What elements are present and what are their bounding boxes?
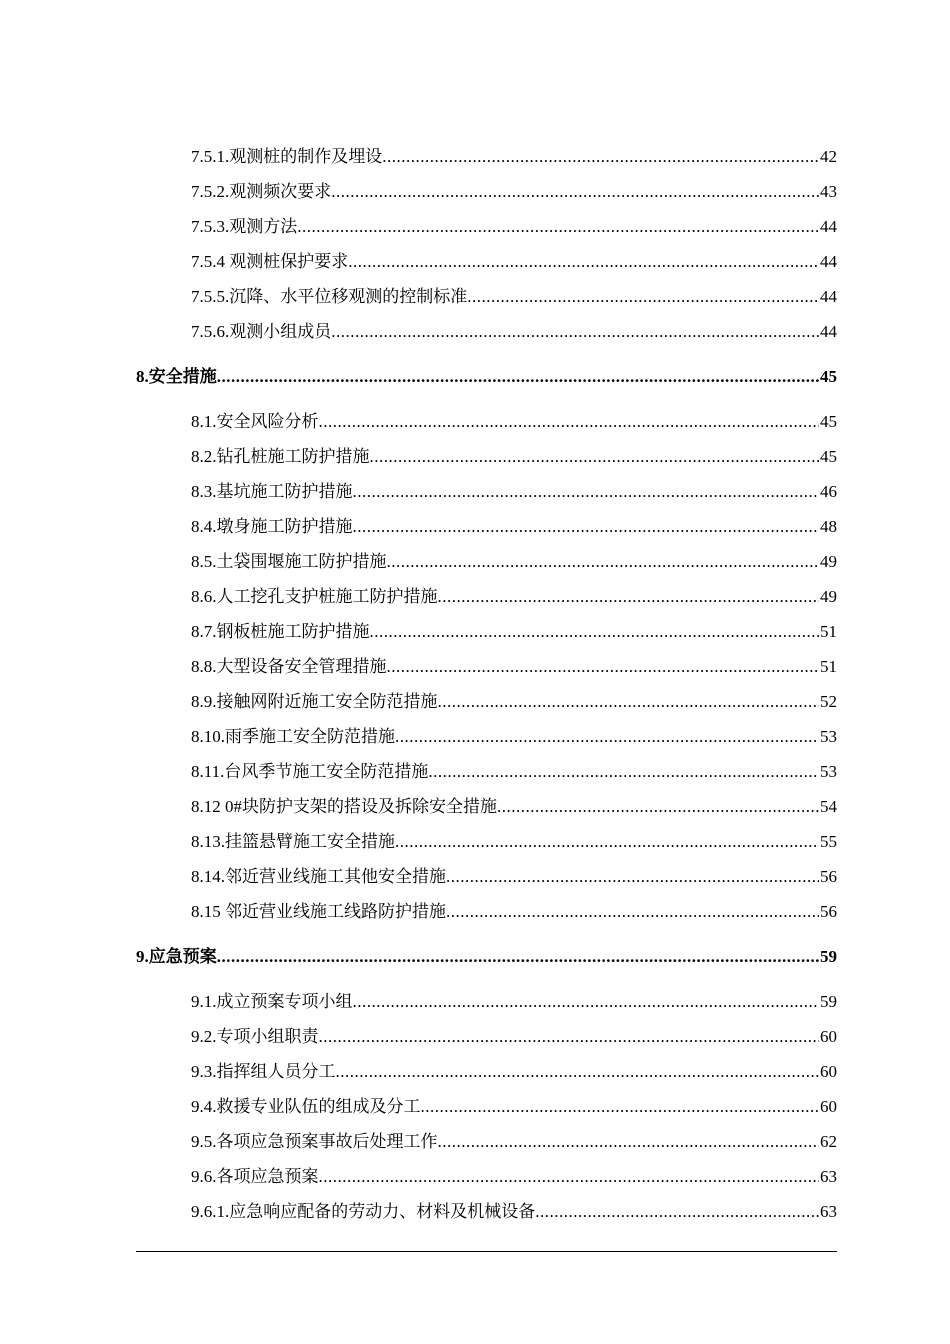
toc-entry-title: 9.应急预案 — [136, 947, 217, 966]
toc-page-number: 44 — [820, 287, 837, 306]
toc-entry-title: 8.6.人工挖孔支护桩施工防护措施 — [191, 587, 438, 606]
toc-leader-dots — [382, 145, 819, 169]
toc-page-number: 46 — [820, 482, 837, 501]
toc-leader-dots — [497, 795, 819, 819]
toc-section-entry[interactable] — [191, 990, 837, 1014]
toc-section-entry[interactable] — [191, 1165, 837, 1189]
toc-section-entry[interactable] — [191, 1200, 837, 1224]
toc-page-number: 45 — [820, 412, 837, 431]
toc-page-number: 49 — [820, 552, 837, 571]
toc-entry-title: 9.6.各项应急预案 — [191, 1167, 319, 1186]
toc-section-entry[interactable] — [191, 215, 837, 239]
toc-leader-dots — [336, 1060, 820, 1084]
toc-leader-dots — [319, 1025, 820, 1049]
toc-section-entry[interactable] — [191, 480, 837, 504]
toc-section-entry[interactable] — [191, 690, 837, 714]
toc-section-entry[interactable] — [191, 795, 837, 819]
toc-page-number: 60 — [820, 1097, 837, 1116]
toc-chapter-entry[interactable] — [136, 945, 837, 969]
toc-page-number: 51 — [820, 622, 837, 641]
toc-page-number: 45 — [820, 367, 837, 386]
toc-page-number: 59 — [820, 992, 837, 1011]
toc-entry-title: 7.5.3.观测方法 — [191, 217, 298, 236]
toc-entry-title: 8.12 0#块防护支架的搭设及拆除安全措施 — [191, 797, 497, 816]
toc-entry-title: 8.1.安全风险分析 — [191, 412, 319, 431]
toc-leader-dots — [446, 865, 819, 889]
toc-page-number: 52 — [820, 692, 837, 711]
toc-page-number: 48 — [820, 517, 837, 536]
toc-leader-dots — [331, 320, 819, 344]
toc-section-entry[interactable] — [191, 1130, 837, 1154]
toc-leader-dots — [387, 550, 820, 574]
toc-page-number: 56 — [820, 867, 837, 886]
toc-entry-title: 8.2.钻孔桩施工防护措施 — [191, 447, 370, 466]
toc-section-entry[interactable] — [191, 1025, 837, 1049]
toc-page-number: 53 — [820, 762, 837, 781]
toc-leader-dots — [535, 1200, 819, 1224]
toc-section-entry[interactable] — [191, 900, 837, 924]
toc-leader-dots — [348, 250, 819, 274]
toc-page-number: 43 — [820, 182, 837, 201]
toc-entry-title: 8.8.大型设备安全管理措施 — [191, 657, 387, 676]
toc-entry-title: 8.4.墩身施工防护措施 — [191, 517, 353, 536]
toc-section-entry[interactable] — [191, 865, 837, 889]
toc-section-entry[interactable] — [191, 145, 837, 169]
toc-section-entry[interactable] — [191, 725, 837, 749]
toc-section-entry[interactable] — [191, 550, 837, 574]
toc-entry-title: 8.9.接触网附近施工安全防范措施 — [191, 692, 438, 711]
toc-entry-title: 8.安全措施 — [136, 367, 217, 386]
toc-entry-title: 7.5.6.观测小组成员 — [191, 322, 332, 341]
toc-page-number: 60 — [820, 1027, 837, 1046]
toc-page-number: 44 — [820, 252, 837, 271]
toc-entry-title: 9.3.指挥组人员分工 — [191, 1062, 336, 1081]
toc-page-number: 59 — [820, 947, 837, 966]
toc-leader-dots — [438, 585, 820, 609]
toc-entry-title: 9.4.救援专业队伍的组成及分工 — [191, 1097, 421, 1116]
toc-section-entry[interactable] — [191, 250, 837, 274]
toc-leader-dots — [467, 285, 819, 309]
toc-entry-title: 9.1.成立预案专项小组 — [191, 992, 353, 1011]
toc-page-number: 54 — [820, 797, 837, 816]
toc-section-entry[interactable] — [191, 1060, 837, 1084]
toc-page-number: 63 — [820, 1202, 837, 1221]
toc-leader-dots — [353, 480, 820, 504]
toc-entry-title: 7.5.2.观测频次要求 — [191, 182, 332, 201]
toc-entry-title: 8.5.土袋围堰施工防护措施 — [191, 552, 387, 571]
toc-section-entry[interactable] — [191, 445, 837, 469]
toc-entry-title: 8.14.邻近营业线施工其他安全措施 — [191, 867, 446, 886]
toc-page-number: 56 — [820, 902, 837, 921]
toc-entry-title: 8.13.挂篮悬臂施工安全措施 — [191, 832, 395, 851]
toc-leader-dots — [331, 180, 819, 204]
toc-section-entry[interactable] — [191, 285, 837, 309]
toc-entry-title: 7.5.4 观测桩保护要求 — [191, 252, 349, 271]
toc-section-entry[interactable] — [191, 620, 837, 644]
toc-entry-title: 8.10.雨季施工安全防范措施 — [191, 727, 395, 746]
toc-entry-title: 9.5.各项应急预案事故后处理工作 — [191, 1132, 438, 1151]
toc-section-entry[interactable] — [191, 410, 837, 434]
toc-page-number: 63 — [820, 1167, 837, 1186]
toc-leader-dots — [446, 900, 819, 924]
toc-leader-dots — [370, 445, 820, 469]
toc-leader-dots — [353, 990, 820, 1014]
toc-leader-dots — [395, 725, 819, 749]
toc-leader-dots — [421, 1095, 820, 1119]
toc-leader-dots — [438, 1130, 820, 1154]
toc-page-number: 53 — [820, 727, 837, 746]
toc-leader-dots — [319, 410, 820, 434]
toc-leader-dots — [370, 620, 820, 644]
toc-entry-title: 8.11.台风季节施工安全防范措施 — [191, 762, 429, 781]
toc-page-number: 45 — [820, 447, 837, 466]
toc-page-number: 55 — [820, 832, 837, 851]
toc-page-number: 60 — [820, 1062, 837, 1081]
toc-leader-dots — [217, 365, 819, 389]
toc-entry-title: 7.5.5.沉降、水平位移观测的控制标准 — [191, 287, 468, 306]
footer-rule — [136, 1251, 837, 1252]
toc-leader-dots — [217, 945, 819, 969]
toc-section-entry[interactable] — [191, 320, 837, 344]
toc-leader-dots — [297, 215, 819, 239]
toc-page-number: 49 — [820, 587, 837, 606]
toc-page-number: 51 — [820, 657, 837, 676]
toc-section-entry[interactable] — [191, 655, 837, 679]
toc-section-entry[interactable] — [191, 1095, 837, 1119]
toc-leader-dots — [428, 760, 819, 784]
toc-entry-title: 9.2.专项小组职责 — [191, 1027, 319, 1046]
toc-page-number: 44 — [820, 322, 837, 341]
toc-leader-dots — [395, 830, 819, 854]
toc-leader-dots — [387, 655, 820, 679]
toc-section-entry[interactable] — [191, 830, 837, 854]
toc-page-number: 42 — [820, 147, 837, 166]
toc-entry-title: 8.3.基坑施工防护措施 — [191, 482, 353, 501]
toc-page-number: 44 — [820, 217, 837, 236]
toc-entry-title: 8.15 邻近营业线施工线路防护措施 — [191, 902, 446, 921]
toc-entry-title: 7.5.1.观测桩的制作及埋设 — [191, 147, 383, 166]
toc-chapter-entry[interactable] — [136, 365, 837, 389]
toc-leader-dots — [319, 1165, 820, 1189]
toc-leader-dots — [438, 690, 820, 714]
toc-section-entry[interactable] — [191, 515, 837, 539]
toc-page-number: 62 — [820, 1132, 837, 1151]
toc-entry-title: 8.7.钢板桩施工防护措施 — [191, 622, 370, 641]
toc-leader-dots — [353, 515, 820, 539]
toc-section-entry[interactable] — [191, 180, 837, 204]
toc-section-entry[interactable] — [191, 585, 837, 609]
toc-entry-title: 9.6.1.应急响应配备的劳动力、材料及机械设备 — [191, 1202, 536, 1221]
toc-section-entry[interactable] — [191, 760, 837, 784]
